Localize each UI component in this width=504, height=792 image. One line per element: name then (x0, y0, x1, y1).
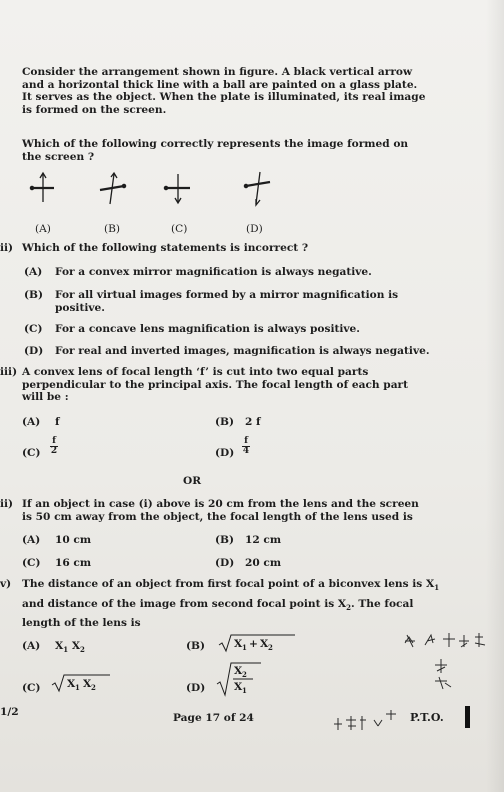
q4-opt-b-text: 12 cm (245, 534, 282, 546)
question-ask: Which of the following correctly represents the image formed on the screen ? (22, 138, 409, 163)
handwritten-formula (330, 708, 405, 738)
q4-opt-b-label: (B) (215, 534, 234, 546)
q5-line2: and distance of the image from second focal point is $X_2$. The focal (22, 598, 414, 613)
fig-label-b: (B) (104, 223, 121, 235)
q2-opt-b-label: (B) (24, 289, 43, 301)
svg-text:X: X (234, 665, 243, 677)
svg-text:X: X (234, 681, 243, 693)
q4-number: ii) (0, 498, 14, 510)
handwritten-notes (395, 625, 500, 715)
q5-number: v) (0, 578, 12, 590)
page-number: Page 17 of 24 (173, 712, 254, 724)
svg-text:1: 1 (75, 683, 80, 692)
or-separator: OR (183, 475, 202, 487)
svg-text:2: 2 (91, 683, 96, 692)
q4-opt-d-label: (D) (215, 557, 235, 569)
q5-opt-a-label: (A) (22, 640, 41, 652)
figure-options (20, 168, 290, 216)
figure-c-arrow-icon (164, 174, 190, 203)
q4-opt-a-label: (A) (22, 534, 41, 546)
q4-opt-c-label: (C) (22, 557, 41, 569)
q5-opt-c-sqrt-expr (50, 672, 120, 694)
page-fraction: 1/2 (0, 706, 19, 718)
q2-opt-d-text: For real and inverted images, magnification is always negative. (55, 345, 430, 357)
q3-opt-c-fraction: $\frac{f}{2}$ (50, 436, 58, 456)
q3-opt-c-label: (C) (22, 447, 41, 459)
fig-label-a: (A) (35, 223, 51, 235)
q5-opt-d-sqrt-fraction (215, 660, 265, 698)
q5-line1: The distance of an object from first focal point of a biconvex lens is $X_1$ (22, 578, 440, 593)
q3-text: A convex lens of focal length ‘f’ is cut into two equal parts perpendicular to the principal axis. The focal length of each part will be : (22, 366, 409, 403)
q3-number: iii) (0, 366, 18, 378)
q3-opt-b-value: 2 f (245, 416, 261, 428)
q2-opt-c-text: For a concave lens magnification is always positive. (55, 323, 360, 335)
q5-line3: length of the lens is (22, 617, 141, 629)
fig-label-c: (C) (171, 223, 188, 235)
q3-opt-d-fraction: $\frac{f}{4}$ (242, 436, 250, 456)
svg-text:1: 1 (242, 643, 247, 652)
q2-opt-b-text: For all virtual images formed by a mirror magnification is positive. (55, 289, 399, 314)
figure-a-arrow-icon (30, 173, 54, 202)
q2-opt-a-label: (A) (24, 266, 43, 278)
q3-opt-d-label: (D) (215, 447, 235, 459)
q2-opt-d-label: (D) (24, 345, 44, 357)
svg-text:2: 2 (242, 670, 247, 679)
svg-text:+: + (249, 638, 258, 650)
q3-opt-a-value: f (55, 416, 60, 428)
fig-label-d: (D) (246, 223, 263, 235)
svg-text:X: X (234, 638, 243, 650)
q5-opt-d-label: (D) (186, 682, 206, 694)
pto-marker: P.T.O. (410, 711, 444, 724)
q3-opt-a-label: (A) (22, 416, 41, 428)
q4-opt-a-text: 10 cm (55, 534, 92, 546)
margin-bar (465, 706, 470, 728)
svg-text:X: X (83, 678, 92, 690)
q2-number: ii) (0, 242, 14, 254)
question-intro: Consider the arrangement shown in figure. A black vertical arrow and a horizontal thick line with a ball are painted on a glass plate. It serves as the object. When the plate is illuminated, its real image is formed on the screen. (22, 66, 426, 116)
q5-opt-b-sqrt-expr (217, 632, 297, 654)
q2-opt-a-text: For a convex mirror magnification is always negative. (55, 266, 372, 278)
svg-text:2: 2 (268, 643, 273, 652)
svg-text:1: 1 (242, 686, 247, 695)
q3-opt-b-label: (B) (215, 416, 234, 428)
q5-opt-b-label: (B) (186, 640, 205, 652)
q4-text: If an object in case (i) above is 20 cm from the lens and the screen is 50 cm away from the object, the focal length of the lens used is (22, 498, 419, 523)
q2-opt-c-label: (C) (24, 323, 43, 335)
q2-text: Which of the following statements is incorrect ? (22, 242, 309, 254)
svg-text:X: X (67, 678, 76, 690)
q5-opt-c-label: (C) (22, 682, 41, 694)
figure-d-arrow-icon (244, 172, 270, 205)
q4-opt-d-text: 20 cm (245, 557, 282, 569)
svg-text:X: X (260, 638, 269, 650)
figure-b-arrow-icon (100, 173, 126, 204)
q5-opt-a-expr: $X_1$ $X_2$ (55, 640, 85, 655)
q4-opt-c-text: 16 cm (55, 557, 92, 569)
